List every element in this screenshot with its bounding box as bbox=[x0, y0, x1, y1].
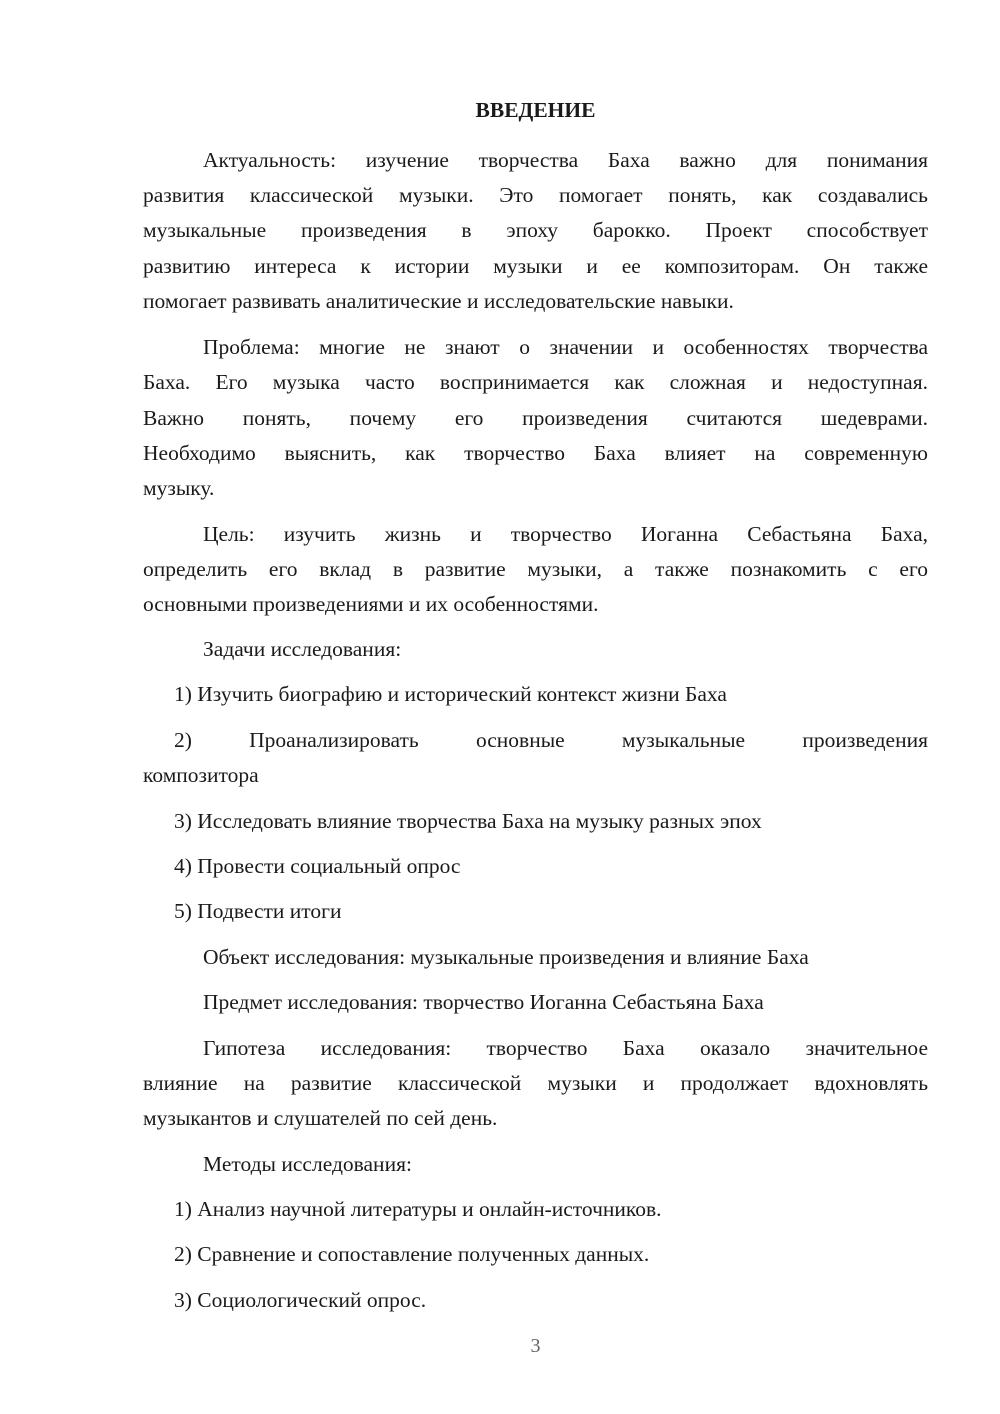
paragraph-line: Цель: изучить жизнь и творчество Иоганна Себастьяна Баха, bbox=[203, 522, 928, 546]
paragraph-line: помогает развивать аналитические и исследовательские навыки. bbox=[143, 289, 734, 313]
paragraph-line: Важно понять, почему его произведения считаются шедеврами. bbox=[143, 406, 928, 430]
list-item: 1) Анализ научной литературы и онлайн-источников. bbox=[174, 1197, 662, 1221]
page-title: ВВЕДЕНИЕ bbox=[475, 98, 596, 122]
paragraph-line: развития классической музыки. Это помогает понять, как создавались bbox=[143, 183, 928, 207]
paragraph-line: влияние на развитие классической музыки и продолжает вдохновлять bbox=[143, 1071, 928, 1095]
section-heading: Методы исследования: bbox=[203, 1152, 412, 1176]
list-item: 2) Проанализировать основные музыкальные произведения bbox=[174, 728, 928, 752]
page-number: 3 bbox=[530, 1335, 541, 1357]
paragraph-line: Баха. Его музыка часто воспринимается как сложная и недоступная. bbox=[143, 370, 928, 394]
list-item: 3) Исследовать влияние творчества Баха на музыку разных эпох bbox=[174, 809, 762, 833]
paragraph-line: развитию интереса к истории музыки и ее композиторам. Он также bbox=[143, 254, 928, 278]
paragraph-line: Актуальность: изучение творчества Баха важно для понимания bbox=[203, 148, 928, 172]
paragraph-line: музыку. bbox=[143, 476, 215, 500]
list-item: 1) Изучить биографию и исторический контекст жизни Баха bbox=[174, 682, 727, 706]
paragraph-line: основными произведениями и их особенностями. bbox=[143, 592, 599, 616]
paragraph-line: Предмет исследования: творчество Иоганна Себастьяна Баха bbox=[203, 990, 764, 1014]
paragraph-line: Объект исследования: музыкальные произведения и влияние Баха bbox=[203, 945, 809, 969]
paragraph-line: определить его вклад в развитие музыки, а также познакомить с его bbox=[143, 557, 928, 581]
list-item-continuation: композитора bbox=[143, 763, 259, 787]
list-item: 2) Сравнение и сопоставление полученных данных. bbox=[174, 1242, 650, 1266]
list-item: 3) Социологический опрос. bbox=[174, 1288, 427, 1312]
paragraph-line: музыкантов и слушателей по сей день. bbox=[143, 1106, 498, 1130]
section-heading: Задачи исследования: bbox=[203, 637, 402, 661]
document-page bbox=[143, 0, 928, 1414]
paragraph-line: Гипотеза исследования: творчество Баха оказало значительное bbox=[203, 1036, 928, 1060]
paragraph-line: Проблема: многие не знают о значении и особенностях творчества bbox=[203, 335, 928, 359]
paragraph-line: музыкальные произведения в эпоху барокко. Проект способствует bbox=[143, 218, 928, 242]
paragraph-line: Необходимо выяснить, как творчество Баха влияет на современную bbox=[143, 441, 928, 465]
list-item: 4) Провести социальный опрос bbox=[174, 854, 461, 878]
list-item: 5) Подвести итоги bbox=[174, 899, 342, 923]
